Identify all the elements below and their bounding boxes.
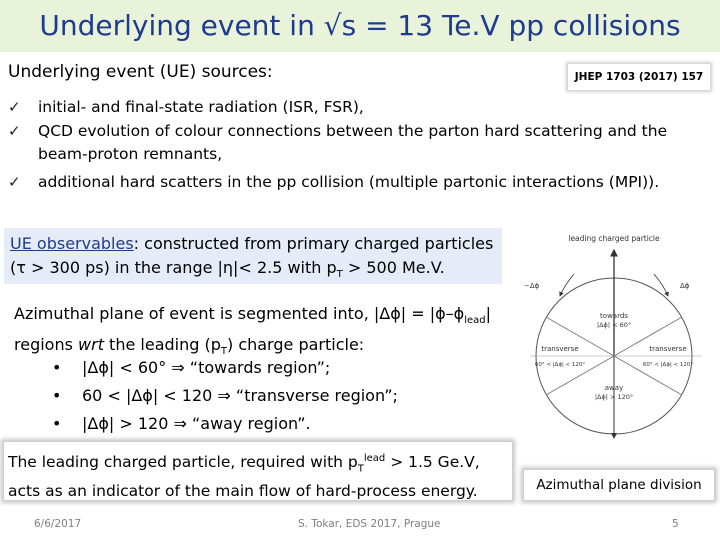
page-number: 5 [672,518,679,530]
list-item: ✓ QCD evolution of colour connections between the parton hard scattering and the beam-proton remnants, [8,122,668,163]
azimuthal-plane-diagram [516,226,716,446]
transverse-label-right: transverse [649,345,687,353]
check-icon: ✓ [8,98,21,116]
check-icon: ✓ [8,122,21,140]
away-label: away [604,384,624,392]
check-icon: ✓ [8,173,21,191]
dphi-arc-right [654,274,668,296]
observables-box [4,228,502,284]
footer-author: S. Tokar, EDS 2017, Prague [298,518,441,530]
reference-badge: JHEP 1703 (2017) 157 [568,64,710,90]
dphi-arc-left [560,274,574,296]
region-list [48,354,398,438]
azimuthal-description: Azimuthal plane of event is segmented into, $|\Delta\phi| = |\phi-\phi_{lead}|$ regions wrt the leading $(p_T)$ charge particle: [14,304,492,358]
diagram-caption: Azimuthal plane division [524,470,714,500]
title-bar [0,0,720,52]
towards-label: towards [600,312,628,320]
list-item: • |Δϕ| > 120 ⇒ “away region”. [48,410,398,438]
transverse-condition-left: 60° < |Δϕ| < 120° [534,362,586,368]
observables-text: UE observables: constructed from primary charged particles (τ > 300 ps) in the range |η|< 2.5 with $p_T > 500$ Me.V. [10,234,494,281]
list-item: ✓ additional hard scatters in the pp collision (multiple partonic interactions (MPI)). [8,169,714,195]
list-item: • 60 < |Δϕ| < 120 ⇒ “transverse region”; [48,382,398,410]
transverse-label-left: transverse [541,345,579,353]
slide-title: Underlying event in √s = 13 Te.V pp collisions [39,9,681,42]
away-condition: |Δϕ| > 120° [594,393,634,401]
list-item: ✓ initial- and final-state radiation (ISR, FSR), [8,94,714,120]
ue-sources-heading: Underlying event (UE) sources: [8,62,273,82]
transverse-condition-right: 60° < |Δϕ| < 120° [642,362,694,368]
diagram-top-label: leading charged particle [568,234,660,243]
dphi-negative-label: −Δϕ [524,282,540,290]
list-item: • |Δϕ| < 60° ⇒ “towards region”; [48,354,398,382]
towards-condition: |Δϕ| < 60° [596,321,632,329]
leading-particle-box [4,442,512,500]
dphi-positive-label: Δϕ [680,282,690,290]
ue-sources-list [8,94,714,195]
leading-particle-text: The leading charged particle, required with $p_T^{lead} > 1.5$ Ge.V, acts as an indicator of the main flow of hard-process energy. [8,453,480,501]
footer-date: 6/6/2017 [34,518,82,530]
observables-label: UE observables [10,234,134,253]
